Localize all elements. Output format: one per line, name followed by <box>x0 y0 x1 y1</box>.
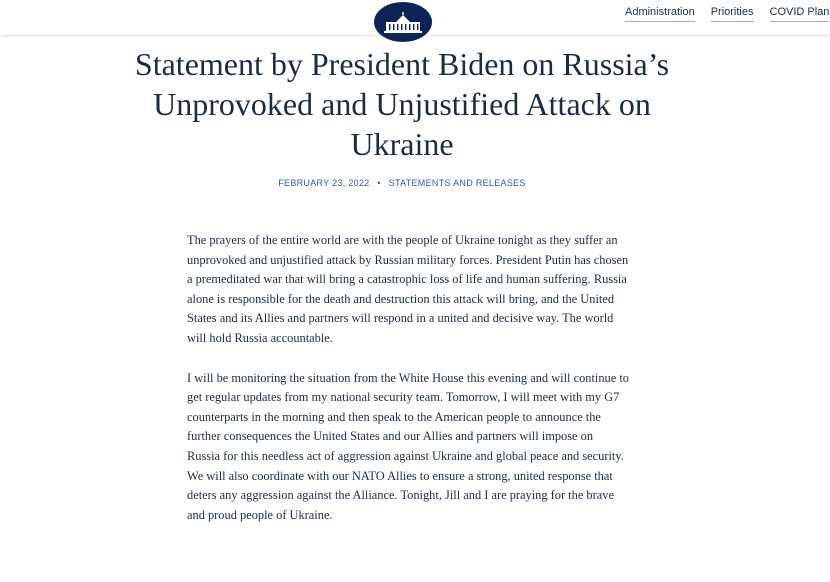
nav-item-priorities[interactable]: Priorities <box>711 6 754 22</box>
page-title: Statement by President Biden on Russia’s Unprovoked and Unjustified Attack on Ukraine <box>134 46 670 162</box>
white-house-building-icon <box>383 10 423 34</box>
article-paragraph-1: The prayers of the entire world are with the people of Ukraine tonight as they suffer an unprovoked and unjustified attack by Russian military forces. President Putin has chosen a premeditated war that will bring a catastrophic loss of life and human suffering. Russia alone is responsible for the death and destruction this attack will bring, and the United States and its Allies and partners will respond in a united and decisive way. The world will hold Russia accountable. <box>187 233 629 345</box>
white-house-seal-icon[interactable] <box>374 2 432 42</box>
article-date: FEBRUARY 23, 2022 <box>278 178 370 188</box>
article-body <box>187 231 629 545</box>
meta-separator: • <box>377 178 381 188</box>
nav-item-covid-plan[interactable]: COVID Plan <box>770 6 830 22</box>
article-paragraph-2: I will be monitoring the situation from the White House this evening and will continue to get regular updates from my national security team. Tomorrow, I will meet with my G7 counterparts in the morning and then speak to the American people to announce the further consequences the United States and our Allies and partners will impose on Russia for this needless act of aggression against Ukraine and global peace and security. We will also coordinate with our NATO Allies to ensure a strong, united response that deters any aggression against the Alliance. Tonight, Jill and I are praying for the brave and proud people of Ukraine. <box>187 370 629 522</box>
article-meta <box>0 178 804 188</box>
main-nav <box>625 6 830 22</box>
article-category-link[interactable]: STATEMENTS AND RELEASES <box>388 178 526 188</box>
nav-item-administration[interactable]: Administration <box>625 6 695 22</box>
